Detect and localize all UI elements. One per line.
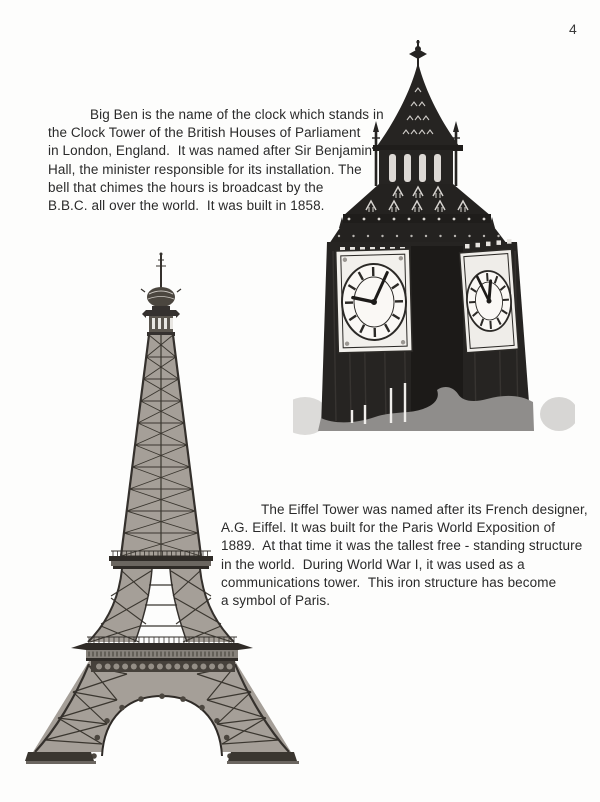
page-number: 4	[569, 21, 577, 37]
spire	[377, 62, 459, 146]
text-line: communications tower. This iron structure has become	[221, 574, 557, 590]
text-line: bell that chimes the hours is broadcast by the	[48, 179, 324, 195]
middle-section	[88, 569, 234, 642]
text-line: A.G. Eiffel. It was built for the Paris World Exposition of	[221, 520, 556, 536]
apron	[329, 223, 507, 244]
big-ben-paragraph	[48, 106, 384, 215]
text-line: The Eiffel Tower was named after its French designer,	[261, 502, 588, 517]
text-line: a symbol of Paris.	[221, 593, 331, 609]
text-line: B.B.C. all over the world. It was built in 1858.	[48, 198, 325, 214]
right-clock	[460, 249, 519, 352]
text-line: Big Ben is the name of the clock which stands in	[90, 107, 384, 122]
summit-cabin	[142, 310, 180, 336]
summit-dome	[141, 287, 181, 310]
big-ben-illustration	[293, 36, 575, 438]
first-platform	[71, 637, 253, 672]
text-line: in London, England. It was named after Sir Benjamin	[48, 143, 373, 159]
text-line: in the world. During World War I, it was used as a	[221, 556, 525, 572]
text-line: the Clock Tower of the British Houses of Parliament	[48, 125, 361, 141]
big-ben-svg	[293, 36, 575, 438]
mist-right	[540, 397, 575, 431]
text-line: Hall, the minister responsible for its installation. The	[48, 161, 362, 177]
text-line: 1889. At that time it was the tallest free - standing structure	[221, 538, 583, 554]
left-clock	[336, 249, 413, 353]
antenna	[156, 253, 166, 293]
eiffel-paragraph	[221, 501, 599, 610]
